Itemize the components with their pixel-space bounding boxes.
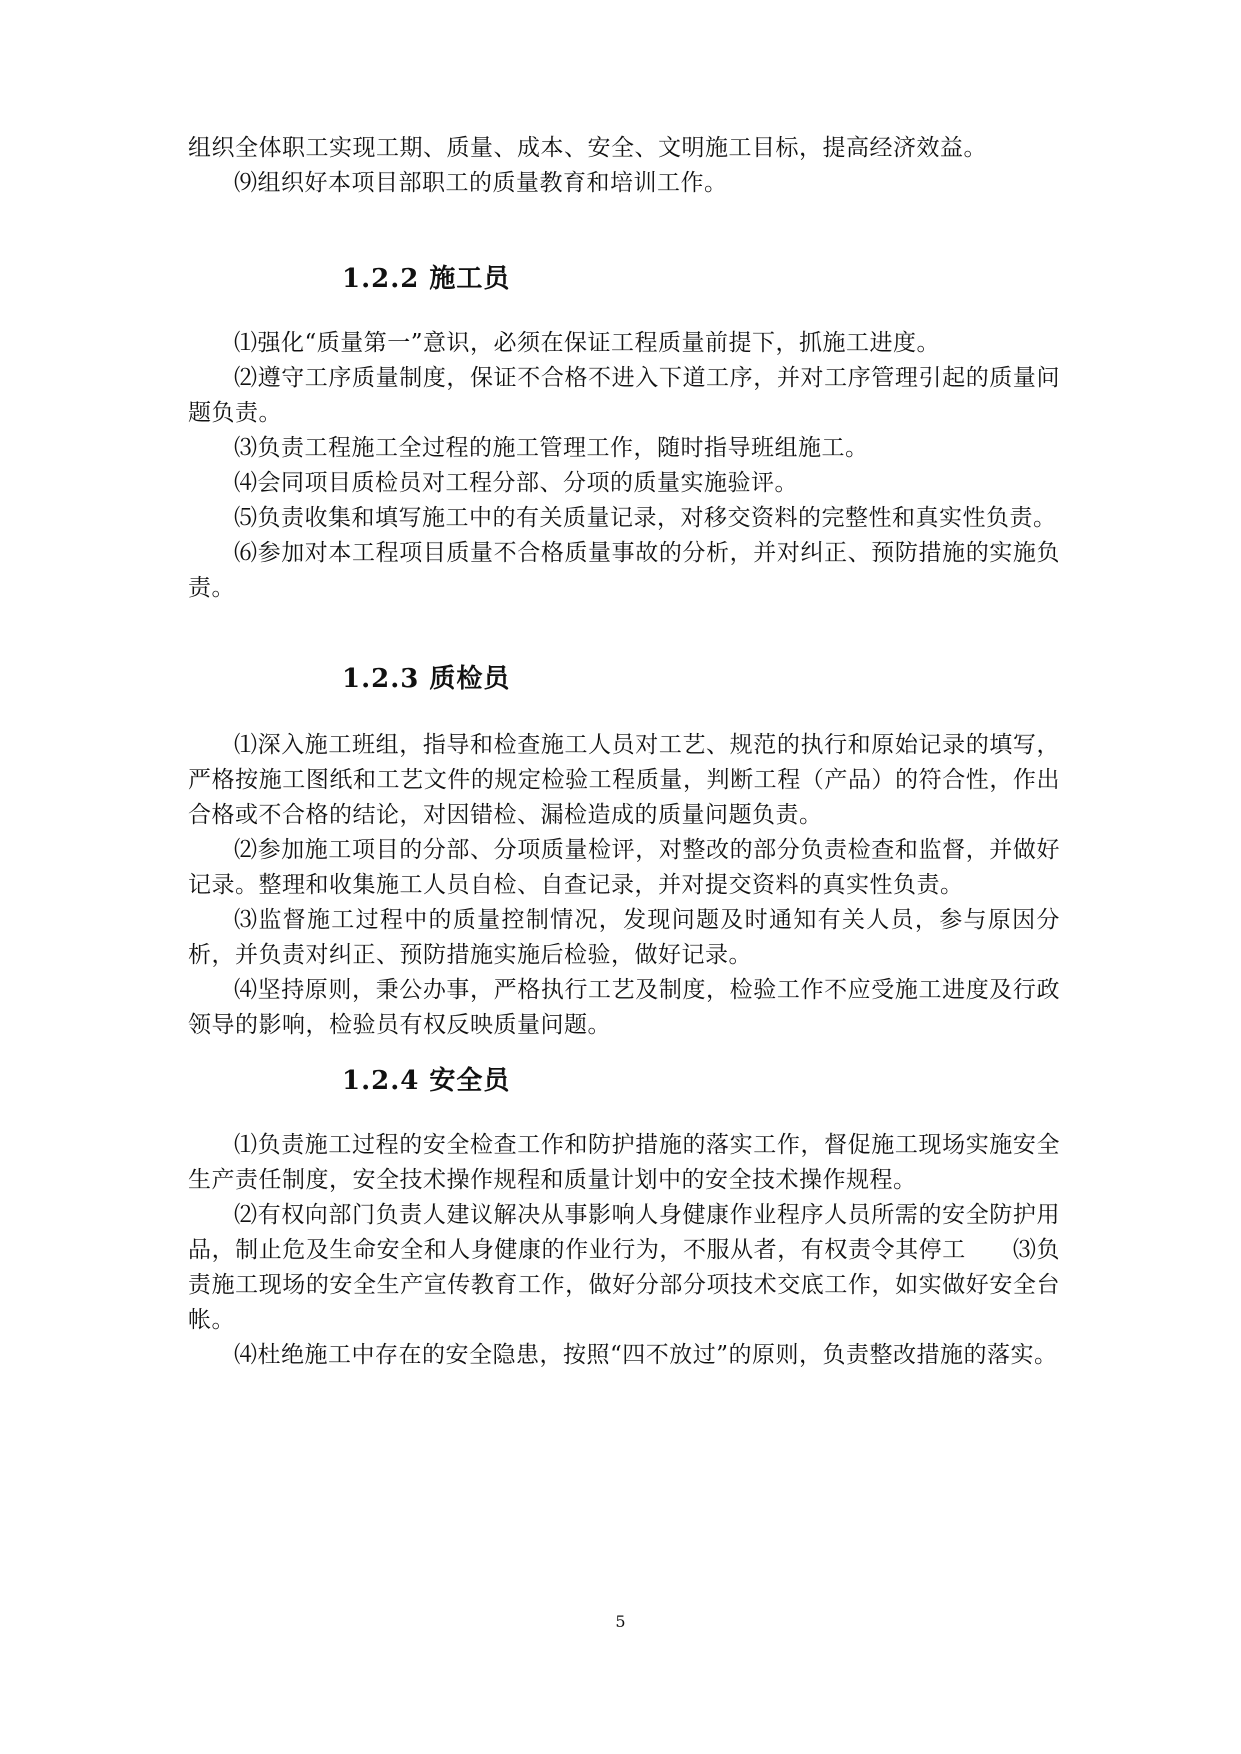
paragraph: ⑵有权向部门负责人建议解决从事影响人身健康作业程序人员所需的安全防护用品，制止危及生命安全和人身健康的作业行为，不服从者，有权责令其停工 ⑶负责施工现场的安全生产宣传教育工作，做好分部分项技术交底工作，如实做好安全台帐。	[188, 1202, 1060, 1333]
page-number: 5	[615, 1612, 626, 1631]
paragraph: ⑵参加施工项目的分部、分项质量检评，对整改的部分负责检查和监督，并做好记录。整理和收集施工人员自检、自查记录，并对提交资料的真实性负责。	[188, 837, 1060, 898]
paragraph: ⑶负责工程施工全过程的施工管理工作，随时指导班组施工。	[234, 435, 869, 461]
section-body	[188, 728, 1060, 1043]
section-heading: 1.2.2 施工员	[342, 264, 511, 294]
paragraph: ⑴深入施工班组，指导和检查施工人员对工艺、规范的执行和原始记录的填写，严格按施工图纸和工艺文件的规定检验工程质量，判断工程（产品）的符合性，作出合格或不合格的结论，对因错检、漏检造成的质量问题负责。	[188, 732, 1060, 828]
paragraph: ⑸负责收集和填写施工中的有关质量记录，对移交资料的完整性和真实性负责。	[234, 505, 1057, 531]
section-body	[188, 1128, 1060, 1373]
section-body	[188, 326, 1060, 606]
paragraph: ⑷会同项目质检员对工程分部、分项的质量实施验评。	[234, 470, 798, 496]
section-heading: 1.2.4 安全员	[342, 1066, 511, 1096]
paragraph: ⑹参加对本工程项目质量不合格质量事故的分析，并对纠正、预防措施的实施负责。	[188, 540, 1060, 601]
paragraph: ⑷杜绝施工中存在的安全隐患，按照“四不放过”的原则，负责整改措施的落实。	[234, 1342, 1058, 1368]
paragraph: ⑵遵守工序质量制度，保证不合格不进入下道工序，并对工序管理引起的质量问题负责。	[188, 365, 1060, 426]
intro-line: ⑼组织好本项目部职工的质量教育和培训工作。	[234, 170, 728, 196]
paragraph: ⑷坚持原则，秉公办事，严格执行工艺及制度，检验工作不应受施工进度及行政领导的影响，检验员有权反映质量问题。	[188, 977, 1060, 1038]
intro-block	[188, 131, 1060, 201]
intro-line: 组织全体职工实现工期、质量、成本、安全、文明施工目标，提高经济效益。	[188, 135, 987, 161]
paragraph: ⑶监督施工过程中的质量控制情况，发现问题及时通知有关人员，参与原因分析，并负责对纠正、预防措施实施后检验，做好记录。	[188, 907, 1060, 968]
paragraph: ⑴负责施工过程的安全检查工作和防护措施的落实工作，督促施工现场实施安全生产责任制度，安全技术操作规程和质量计划中的安全技术操作规程。	[188, 1132, 1060, 1193]
paragraph: ⑴强化“质量第一”意识，必须在保证工程质量前提下，抓施工进度。	[234, 330, 941, 356]
section-heading: 1.2.3 质检员	[342, 664, 511, 694]
